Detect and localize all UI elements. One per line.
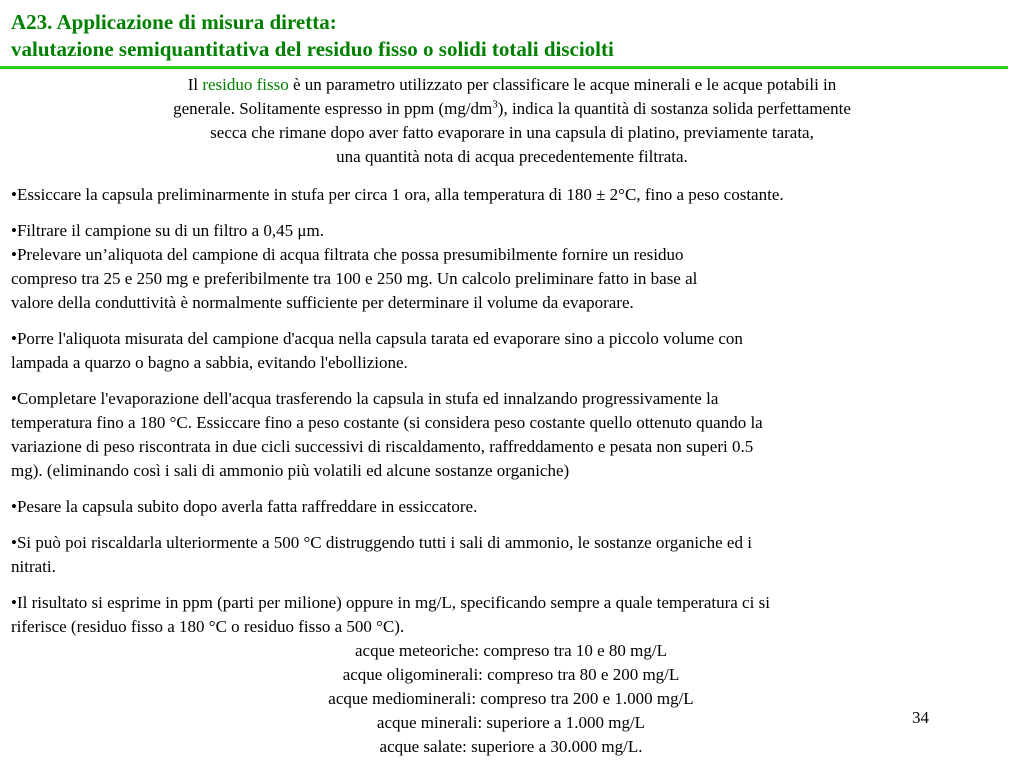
- intro-line-3: secca che rimane dopo aver fatto evaporare in una capsula di platino, previamente tarata,: [210, 123, 814, 142]
- bullet-4: [11, 327, 1011, 375]
- intro-paragraph: [30, 73, 994, 169]
- bullet-4-line-2: lampada a quarzo o bagno a sabbia, evitando l'ebollizione.: [11, 353, 408, 372]
- bullet-3-line-2: compreso tra 25 e 250 mg e preferibilmente tra 100 e 250 mg. Un calcolo preliminare fatto in base al: [11, 269, 698, 288]
- page-number: 34: [912, 708, 929, 727]
- bullet-3-line-1: •Prelevare un’aliquota del campione di acqua filtrata che possa presumibilmente fornire un residuo: [11, 245, 684, 264]
- procedure-list: [11, 183, 1011, 759]
- range-item: acque minerali: superiore a 1.000 mg/L: [376, 713, 646, 732]
- intro-line-1: [30, 73, 994, 97]
- intro-line-2: [30, 97, 994, 121]
- bullet-7-line-1: •Si può poi riscaldarla ulteriormente a 500 °C distruggendo tutti i sali di ammonio, le sostanze organiche ed i: [11, 533, 752, 552]
- bullet-2: •Filtrare il campione su di un filtro a 0,45 μm.: [11, 221, 324, 240]
- bullet-3-line-3: valore della conduttività è normalmente sufficiente per determinare il volume da evaporare.: [11, 293, 634, 312]
- intro-line-2-a: generale. Solitamente espresso in ppm (mg/dm: [173, 99, 493, 118]
- intro-highlight: residuo fisso: [202, 75, 289, 94]
- intro-pre: Il: [187, 75, 203, 94]
- range-item: acque meteoriche: compreso tra 10 e 80 mg/L: [354, 641, 668, 660]
- intro-line-1-rest: è un parametro utilizzato per classificare le acque minerali e le acque potabili in: [288, 75, 837, 94]
- bullet-7: [11, 531, 1011, 579]
- bullet-5: [11, 387, 1011, 483]
- range-item: acque mediominerali: compreso tra 200 e 1.000 mg/L: [328, 689, 694, 708]
- bullet-8: [11, 591, 1011, 639]
- intro-line-2-b: ), indica la quantità di sostanza solida perfettamente: [497, 99, 851, 118]
- title-line-1: A23. Applicazione di misura diretta:: [11, 10, 337, 34]
- bullet-1: •Essiccare la capsula preliminarmente in stufa per circa 1 ora, alla temperatura di 180 ± 2°C, fino a peso costante.: [11, 185, 784, 204]
- intro-line-4: una quantità nota di acqua precedentemente filtrata.: [336, 147, 688, 166]
- bullet-8-line-1: •Il risultato si esprime in ppm (parti per milione) oppure in mg/L, specificando sempre a quale temperatura ci si: [11, 593, 770, 612]
- title-divider: [0, 66, 1008, 69]
- bullet-7-line-2: nitrati.: [11, 557, 56, 576]
- title-line-2: valutazione semiquantitativa del residuo fisso o solidi totali disciolti: [11, 37, 614, 61]
- bullet-5-line-1: •Completare l'evaporazione dell'acqua trasferendo la capsula in stufa ed innalzando progressivamente la: [11, 389, 719, 408]
- slide-title: [11, 9, 1011, 63]
- bullet-3: [11, 243, 1011, 315]
- range-item: acque oligominerali: compreso tra 80 e 200 mg/L: [342, 665, 680, 684]
- bullet-6: •Pesare la capsula subito dopo averla fatta raffreddare in essiccatore.: [11, 497, 478, 516]
- intro-superscript: 3: [492, 98, 498, 111]
- bullet-8-line-2: riferisce (residuo fisso a 180 °C o residuo fisso a 500 °C).: [11, 617, 405, 636]
- bullet-4-line-1: •Porre l'aliquota misurata del campione d'acqua nella capsula tarata ed evaporare sino a piccolo volume con: [11, 329, 743, 348]
- bullet-5-line-3: variazione di peso riscontrata in due cicli successivi di riscaldamento, raffreddamento e pesata non superi 0.5: [11, 437, 754, 456]
- water-classification-list: [11, 639, 1011, 759]
- bullet-5-line-2: temperatura fino a 180 °C. Essiccare fino a peso costante (si considera peso costante quello ottenuto quando la: [11, 413, 763, 432]
- bullet-5-line-4: mg). (eliminando così i sali di ammonio più volatili ed alcune sostanze organiche): [11, 461, 570, 480]
- range-item: acque salate: superiore a 30.000 mg/L.: [379, 737, 643, 756]
